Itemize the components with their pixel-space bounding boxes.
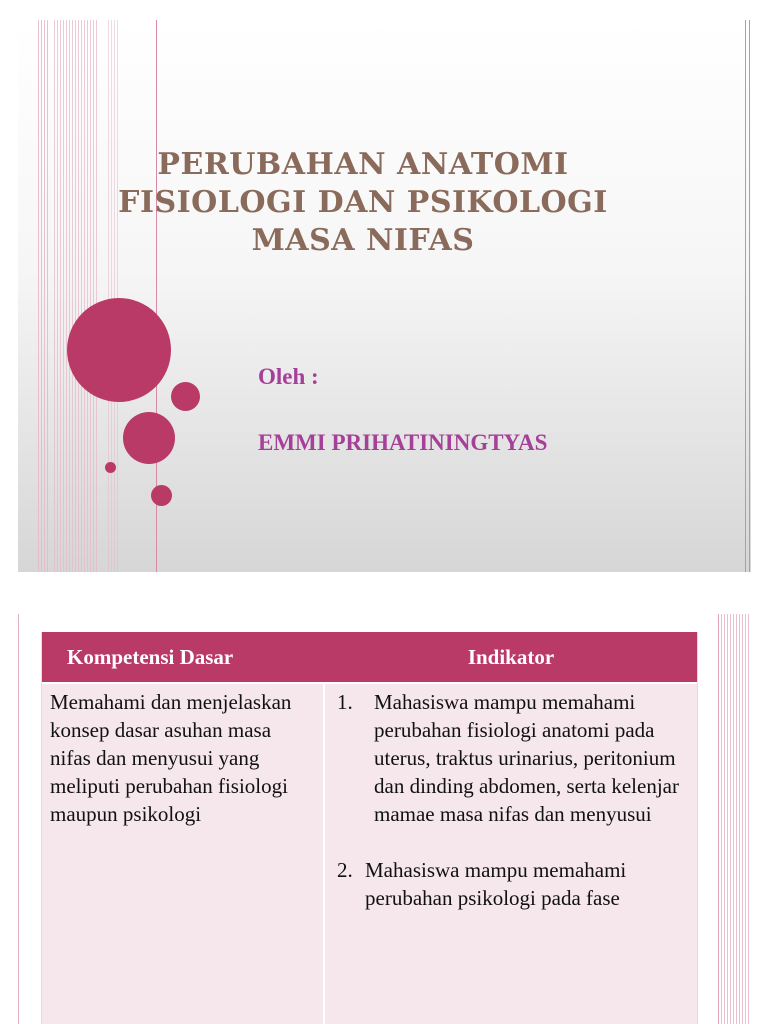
competency-table — [41, 632, 698, 1024]
decorative-stripes — [721, 614, 749, 1024]
indicator-number: 1. — [337, 690, 353, 714]
decorative-circle-small — [151, 485, 172, 506]
slide-title-line: FISIOLOGI DAN PSIKOLOGI — [118, 185, 608, 220]
column-header-indikator: Indikator — [467, 644, 555, 669]
indicator-cell — [325, 684, 697, 1024]
decorative-circle-medium — [123, 412, 175, 464]
byline-label: Oleh : — [258, 364, 319, 389]
decorative-stripes — [54, 20, 98, 572]
table-header-row — [42, 632, 697, 682]
decorative-circle-small — [171, 382, 200, 411]
decorative-stripes — [38, 20, 48, 572]
indicator-item — [337, 856, 689, 912]
decorative-circle-large — [67, 298, 171, 402]
competency-slide — [18, 614, 751, 1024]
decorative-line — [745, 20, 746, 572]
indicator-text: Mahasiswa mampu memahami perubahan psikologi pada fase — [365, 858, 627, 910]
slide-title-line: PERUBAHAN ANATOMI — [157, 147, 569, 182]
decorative-line — [749, 20, 750, 572]
decorative-line — [718, 614, 719, 1024]
decorative-line — [18, 614, 19, 1024]
indicator-item — [337, 688, 689, 828]
slide-title — [78, 146, 648, 260]
author-name: EMMI PRIHATININGTYAS — [258, 430, 548, 455]
decorative-stripes — [108, 20, 118, 572]
column-header-kompetensi: Kompetensi Dasar — [67, 644, 234, 669]
title-slide — [18, 20, 751, 572]
indicator-number: 2. — [337, 858, 353, 882]
competency-cell: Memahami dan menjelaskan konsep dasar asuhan masa nifas dan menyusui yang meliputi perubahan fisiologi maupun psikologi — [42, 684, 325, 1024]
slide-title-line: MASA NIFAS — [251, 223, 475, 258]
decorative-circle-tiny — [105, 462, 116, 473]
table-row — [42, 682, 697, 1024]
indicator-text: Mahasiswa mampu memahami perubahan fisiologi anatomi pada uterus, traktus urinarius, peritonium dan dinding abdomen, serta kelenjar mamae masa nifas dan menyusui — [374, 690, 679, 826]
